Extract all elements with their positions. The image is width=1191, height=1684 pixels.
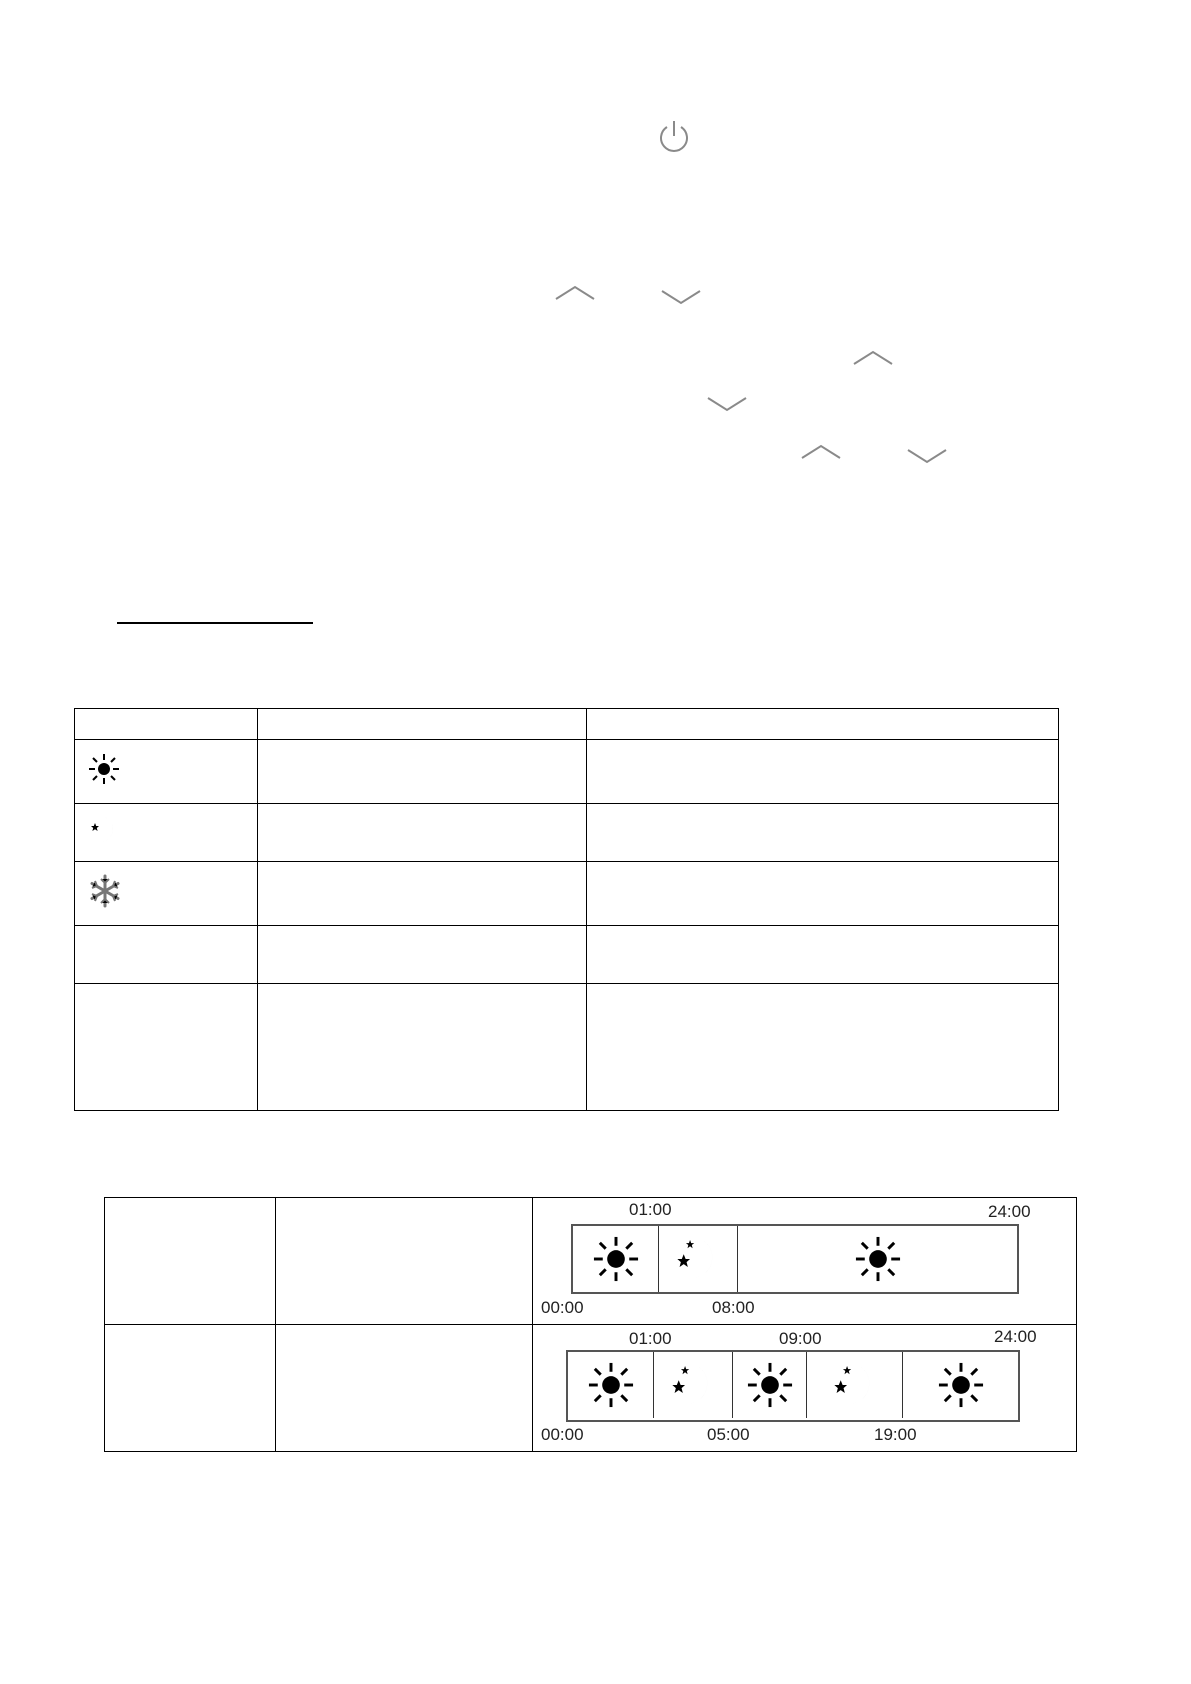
chevron-down-icon: [660, 287, 702, 307]
table-cell: [587, 862, 1059, 926]
table-cell: [105, 1325, 276, 1452]
table-cell: [105, 1198, 276, 1325]
table-cell: [75, 740, 258, 804]
table-cell: [587, 984, 1059, 1111]
timeline-segment: [654, 1352, 733, 1418]
snowflake-icon: [87, 873, 123, 909]
timeline: [533, 1198, 1077, 1324]
timeline-segment: [573, 1226, 659, 1292]
timeline-label: 09:00: [779, 1329, 822, 1348]
moon-star-icon: [828, 1358, 882, 1412]
table-cell: [75, 709, 258, 740]
modes-table: [74, 708, 1059, 1111]
table-cell: [276, 1198, 533, 1325]
sun-icon: [853, 1234, 903, 1284]
table-cell: [258, 804, 587, 862]
timeline-bar: [571, 1224, 1019, 1294]
timeline-segment: [807, 1352, 903, 1418]
timeline-label: 24:00: [988, 1202, 1031, 1221]
table-row: [75, 862, 1059, 926]
timeline-cell: [533, 1325, 1077, 1452]
table-row: [75, 740, 1059, 804]
timeline-segment: [738, 1226, 1017, 1292]
table-row: [75, 926, 1059, 984]
timeline-label: 00:00: [541, 1298, 584, 1317]
power-icon: [656, 118, 692, 156]
chevron-up-icon: [554, 283, 596, 303]
sun-icon: [87, 752, 121, 786]
table-cell: [587, 740, 1059, 804]
timeline-bar: [566, 1350, 1020, 1422]
chevron-up-icon: [852, 348, 894, 368]
moon-star-icon: [666, 1358, 720, 1412]
table-row: [105, 1198, 1077, 1325]
table-cell: [258, 740, 587, 804]
timeline-label: 00:00: [541, 1425, 584, 1444]
timeline-label: 08:00: [712, 1298, 755, 1317]
table-cell: [276, 1325, 533, 1452]
table-cell: [75, 804, 258, 862]
moon-star-icon: [671, 1232, 725, 1286]
timeline-segment: [568, 1352, 654, 1418]
timeline-segment: [733, 1352, 807, 1418]
timeline-label: 01:00: [629, 1329, 672, 1348]
table-cell: [587, 709, 1059, 740]
examples-table: [104, 1197, 1077, 1452]
table-row: [75, 984, 1059, 1111]
sun-icon: [591, 1234, 641, 1284]
chevron-down-icon: [706, 394, 748, 414]
timeline-segment: [659, 1226, 738, 1292]
table-header-row: [75, 709, 1059, 740]
sun-icon: [936, 1360, 986, 1410]
table-cell: [587, 804, 1059, 862]
timeline-segment: [903, 1352, 1018, 1418]
table-row: [75, 804, 1059, 862]
table-cell: [258, 926, 587, 984]
table-cell: [75, 926, 258, 984]
table-cell: [75, 984, 258, 1111]
timeline-label: 01:00: [629, 1200, 672, 1219]
table-cell: [258, 984, 587, 1111]
timeline-label: 05:00: [707, 1425, 750, 1444]
moon-star-icon: [87, 813, 121, 847]
section-heading-underline: [117, 622, 313, 624]
timeline-cell: [533, 1198, 1077, 1325]
timeline-label: 24:00: [994, 1327, 1037, 1346]
chevron-up-icon: [800, 442, 842, 462]
table-cell: [258, 709, 587, 740]
timeline-label: 19:00: [874, 1425, 917, 1444]
sun-icon: [586, 1360, 636, 1410]
table-row: [105, 1325, 1077, 1452]
table-cell: [75, 862, 258, 926]
chevron-down-icon: [906, 446, 948, 466]
sun-icon: [745, 1360, 795, 1410]
table-cell: [258, 862, 587, 926]
table-cell: [587, 926, 1059, 984]
timeline: [533, 1325, 1077, 1451]
